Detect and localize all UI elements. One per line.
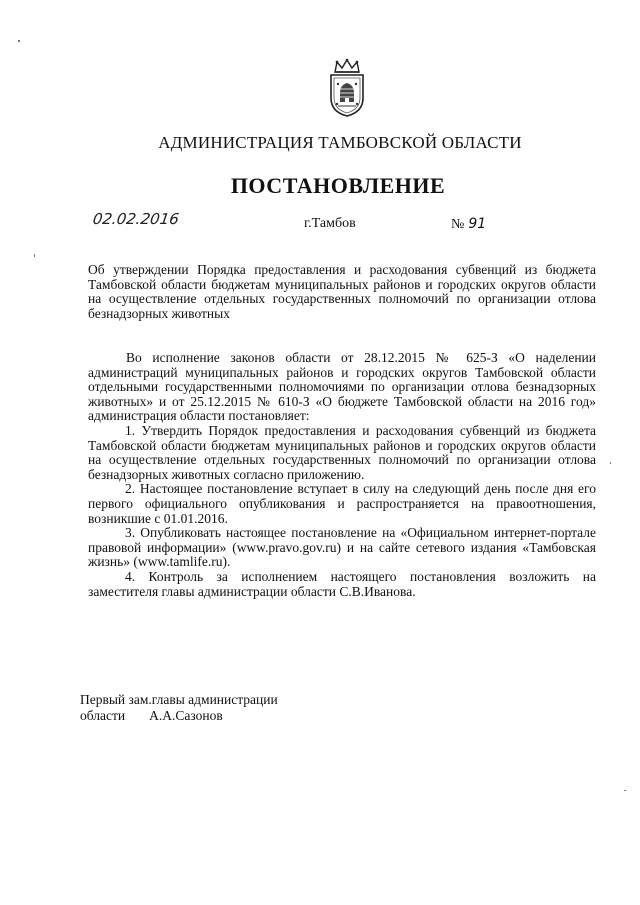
document-body (88, 351, 596, 599)
number-value: 91 (468, 216, 487, 232)
scan-speck (610, 462, 611, 464)
clause-paragraph: 3. Опубликовать настоящее постановление на «Официальном интернет-портале правовой информации» (www.pravo.gov.ru) и на сайте сетевого издания «Тамбовская жизнь» (www.tamlife.ru). (88, 525, 596, 570)
coat-of-arms-icon (325, 58, 369, 118)
clause-paragraph: 1. Утвердить Порядок предоставления и расходования субвенций из бюджета Тамбовской области бюджетам муниципальных районов и городских округов области на осуществление отдельных государственных полномочий по организации отлова безнадзорных животных согласно приложению. (88, 422, 596, 482)
number-label: № (451, 217, 465, 232)
agency-name: АДМИНИСТРАЦИЯ ТАМБОВСКОЙ ОБЛАСТИ (158, 133, 522, 152)
clause-paragraph: 2. Настоящее постановление вступает в силу на следующий день после дня его первого официального опубликования и распространяется на правоотношения, возникшие с 01.01.2016. (88, 481, 596, 526)
signatory-name: А.А.Сазонов (149, 708, 223, 723)
clause-paragraph: 4. Контроль за исполнением настоящего постановления возложить на заместителя главы администрации области С.В.Иванова. (88, 568, 596, 599)
scan-speck (18, 40, 20, 42)
scan-speck (624, 790, 626, 791)
scan-speck (34, 254, 35, 257)
document-type-title: ПОСТАНОВЛЕНИЕ (230, 173, 446, 198)
document-date: 02.02.2016 (91, 210, 181, 228)
document-subject: Об утверждении Порядка предоставления и расходования субвенций из бюджета Тамбовской области бюджетам муниципальных районов и городских округов области на осуществление отдельных государственных полномочий по организации отлова безнадзорных животных (88, 262, 596, 321)
document-city: г.Тамбов (304, 216, 356, 231)
signatory-position: Первый зам.главы администрации (80, 692, 278, 707)
signatory-org: области (80, 708, 126, 723)
preamble-paragraph: Во исполнение законов области от 28.12.2015 № 625-З «О наделении администраций муниципальных районов и городских округов Тамбовской области отдельными государственными полномочиями по организации отлова безнадзорных животных» и от 25.12.2015 № 610-З «О бюджете Тамбовской области на 2016 год» администрация области постановляет: (88, 350, 596, 424)
signature-block (80, 692, 278, 724)
document-number (451, 216, 486, 233)
